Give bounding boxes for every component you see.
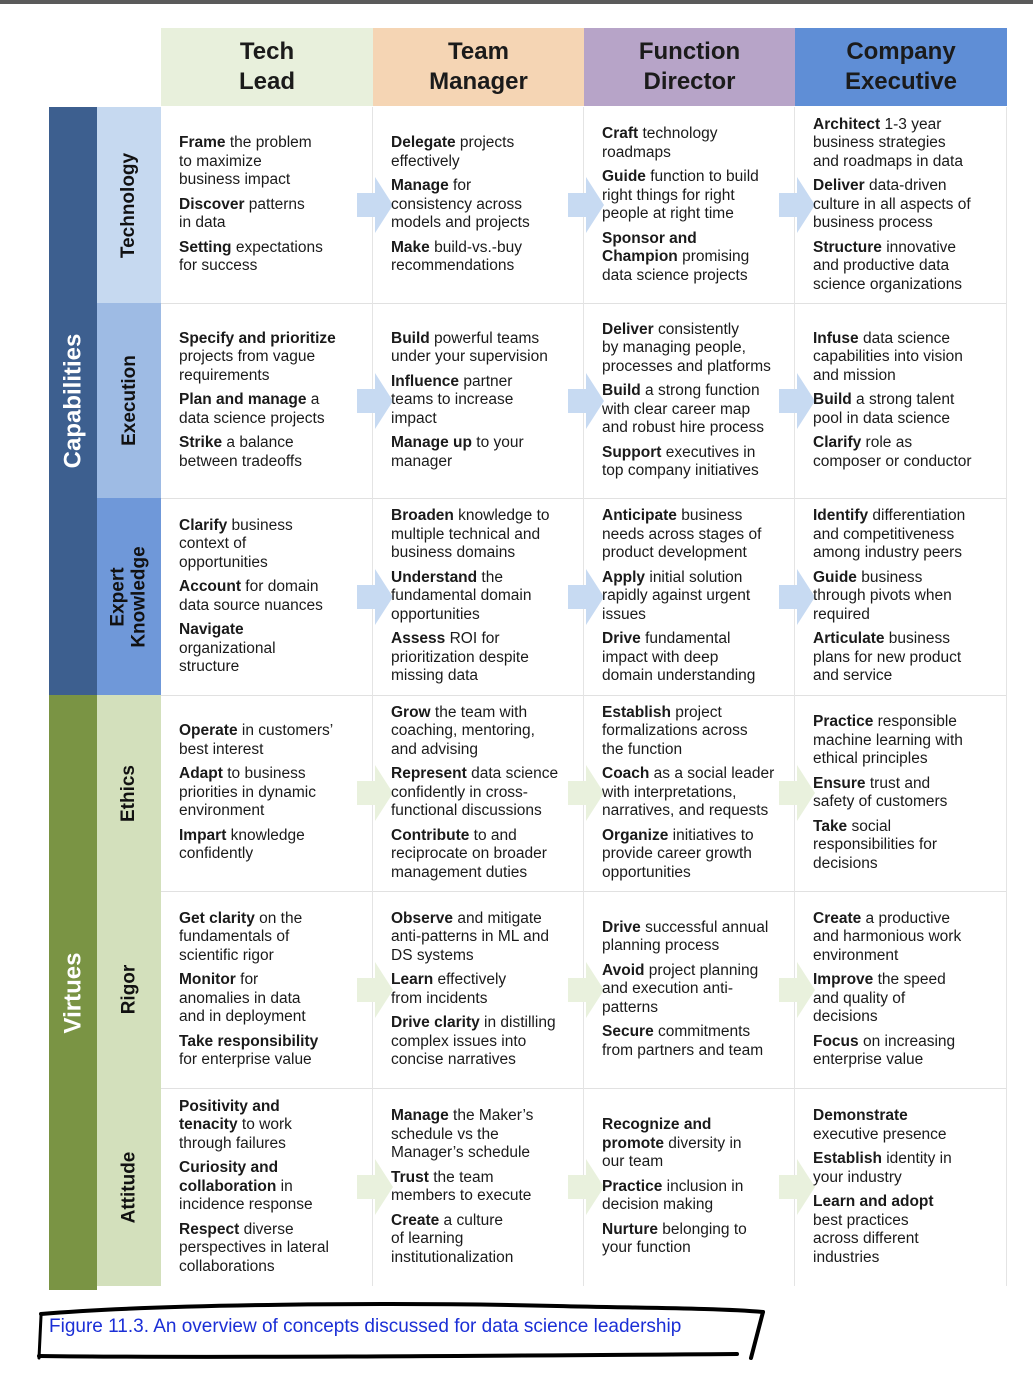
cell-item [179,134,364,190]
cell-item [602,569,786,625]
cell-item-text: inclusion in decision making [602,1177,744,1214]
cell-item [391,704,575,760]
cell-item [391,569,575,625]
cell-item-keyword: Anticipate [602,507,677,525]
cell-item-keyword: Identify [813,507,869,525]
cell-item [391,177,575,233]
cell-expert-knowledge-function-director [584,498,795,695]
cell-item-keyword: Focus [813,1032,859,1050]
cell-item-keyword: Structure [813,238,882,256]
cell-attitude-team-manager [373,1088,584,1286]
cell-item [179,330,364,386]
cell-item-text: knowledge to multiple technical and business domains [391,507,550,562]
cell-item-text: role as composer or conductor [813,434,972,470]
cell-item [602,1221,786,1258]
cell-item-text: a culture of learning institutionalization [391,1211,514,1266]
cell-item-keyword: Infuse [813,329,859,347]
cell-ethics-function-director [584,695,795,891]
cell-item-keyword: Take responsibility [179,1032,319,1050]
cell-item [179,578,364,615]
cell-item-keyword: Establish [602,703,671,721]
row-header-rigor [97,891,161,1088]
cell-item [813,1033,998,1070]
cell-item-text: data science confidently in cross- functional discussions [391,765,559,820]
row-header-label: Rigor [118,964,140,1015]
cell-item-text: initiatives to provide career growth opportunities [602,826,754,881]
cell-item-text: commitments from partners and team [602,1023,764,1059]
cell-item-keyword: Establish [813,1150,882,1167]
cell-item [179,517,364,573]
cell-item-text: consistently by managing people, processes and platforms [602,320,771,375]
cell-technology-tech-lead [161,107,373,303]
cell-item-keyword: Practice [602,1177,663,1195]
cell-item [179,239,364,276]
cell-item-keyword: Ensure [813,774,866,792]
cell-item [391,373,575,429]
cell-expert-knowledge-company-executive [795,498,1007,695]
cell-attitude-tech-lead [161,1088,373,1286]
cell-item-text: best practices across different industries [813,1211,919,1266]
cell-item-text: the fundamental domain opportunities [391,568,532,623]
cell-item-keyword: Impart [179,826,227,844]
cell-item [179,1033,364,1070]
cell-rigor-tech-lead [161,891,373,1088]
cell-item-keyword: Get clarity [179,909,255,927]
cell-item-text: data science capabilities into vision and mission [813,329,963,384]
cell-item-keyword: Sponsor and Champion [602,229,697,265]
cell-item-text: projects effectively [391,134,515,170]
cell-item [813,630,998,686]
cell-item [179,196,364,233]
cell-item [391,239,575,276]
cell-item-keyword: Coach [602,765,650,783]
column-header-label: Function Director [638,38,741,95]
cell-item-keyword: Improve [813,971,874,988]
group-label: Capabilities [59,333,86,469]
cell-item [813,239,998,295]
cell-item [179,910,364,966]
cell-item [813,1107,998,1144]
cell-item-keyword: Account [179,578,241,595]
cell-item [391,1169,575,1206]
cell-technology-team-manager [373,107,584,303]
cell-item-keyword: Operate [179,722,238,740]
cell-item-keyword: Delegate [391,134,456,152]
cell-item-keyword: Specify and prioritize [179,329,336,347]
cell-item-text: responsible machine learning with ethical principles [813,713,963,767]
cell-item-keyword: Manage [391,177,449,195]
cell-item-text: the team with coaching, mentoring, and advising [391,703,535,758]
cell-item [602,125,786,162]
cell-item [179,971,364,1027]
cell-item [813,713,998,769]
cell-item-text: fundamental impact with deep domain understanding [602,630,756,685]
cell-item-text: project formalizations across the function [602,703,748,758]
cell-item-keyword: Broaden [391,507,454,525]
cell-item-keyword: Strike [179,434,223,452]
cell-item-keyword: Clarify [179,516,228,534]
cell-rigor-function-director [584,891,795,1088]
row-header-label: Attitude [118,1151,140,1223]
cell-item-text: ROI for prioritization despite missing data [391,630,529,685]
column-header-label: Company Executive [844,38,958,95]
cell-technology-function-director [584,107,795,303]
cell-item-keyword: Deliver [813,177,865,195]
cell-item [813,330,998,386]
cell-item-text: initial solution rapidly against urgent issues [602,568,751,623]
cell-item-keyword: Drive clarity [391,1014,480,1031]
cell-item-text: partner teams to increase impact [391,372,514,427]
cell-item [179,1159,364,1215]
cell-item-keyword: Drive [602,630,641,648]
cell-item-text: 1-3 year business strategies and roadmaps in data [813,115,963,170]
cell-item-keyword: Architect [813,115,881,133]
group-virtues [49,695,97,1290]
cell-item [602,1023,786,1060]
cell-item-keyword: Influence [391,372,460,390]
cell-item-text: a strong talent pool in data science [813,391,955,427]
cell-item-text: executive presence [813,1125,947,1143]
cell-item [602,230,786,286]
cell-item-keyword: Support [602,443,662,461]
cell-item [813,177,998,233]
cell-item-text: a strong function with clear career map and robust hire process [602,382,764,436]
cell-item-keyword: Navigate [179,621,244,638]
cell-item [179,722,364,759]
cell-item-text: as a social leader with interpretations, narratives, and requests [602,765,775,820]
cell-item-text: to your manager [391,434,524,470]
cell-item [813,116,998,172]
column-header-label: Team Manager [429,38,528,95]
cell-rigor-company-executive [795,891,1007,1088]
cell-item-keyword: Create [813,909,862,927]
cell-item-text: the team members to execute [391,1168,532,1204]
cell-item [179,1221,364,1277]
cell-item-keyword: Take [813,817,848,835]
cell-expert-knowledge-tech-lead [161,498,373,695]
cell-rigor-team-manager [373,891,584,1088]
cell-item-text: to business priorities in dynamic environment [179,765,316,820]
cell-item-text: the speed and quality of decisions [813,971,946,1025]
cell-item [602,919,786,956]
cell-ethics-team-manager [373,695,584,891]
cell-item [602,827,786,883]
cell-ethics-tech-lead [161,695,373,891]
cell-execution-company-executive [795,303,1007,498]
cell-attitude-function-director [584,1088,795,1286]
row-header-expert-knowledge [97,498,161,695]
cell-item-text: business needs across stages of product development [602,507,762,562]
column-header-tech-lead [161,28,373,106]
column-header-function-director [584,28,795,106]
cell-item [813,775,998,812]
cell-item [602,1178,786,1215]
cell-item-keyword: Build [813,391,852,409]
cell-item [179,621,364,677]
cell-item [391,434,575,471]
column-header-company-executive [795,28,1007,106]
cell-item-keyword: Apply [602,568,646,586]
cell-item-keyword: Adapt [179,765,223,783]
cell-item-keyword: Contribute [391,826,470,844]
cell-item [813,971,998,1027]
cell-item-keyword: Demonstrate [813,1107,908,1124]
cell-item-text: trust and safety of customers [813,774,948,810]
cell-item-keyword: Monitor [179,971,236,988]
cell-item-keyword: Trust [391,1168,429,1186]
cell-item-text: build-vs.-buy recommendations [391,238,522,275]
cell-item [813,507,998,563]
cell-item-text: business plans for new product and service [813,630,962,685]
group-capabilities [49,107,97,695]
cell-item [602,765,786,821]
cell-item-text: a productive and harmonious work environment [813,909,962,964]
cell-item-keyword: Make [391,238,430,256]
cell-item-keyword: Build [602,382,641,399]
cell-item-keyword: Recognize and promote [602,1116,712,1152]
cell-item [602,168,786,224]
cell-item-text: the problem to maximize business impact [179,134,312,189]
cell-item-text: project planning and execution anti- patterns [602,961,759,1016]
cell-item [391,330,575,367]
row-header-technology [97,107,161,303]
cell-item-keyword: Guide [602,168,646,185]
cell-item-text: a balance between tradeoffs [179,434,302,470]
cell-item-text: for domain data source nuances [179,578,323,614]
row-header-label: Execution [118,355,140,446]
cell-technology-company-executive [795,107,1007,303]
cell-item-keyword: Discover [179,195,245,213]
cell-item [179,827,364,864]
cell-item-keyword: Practice [813,713,874,730]
cell-item-text: patterns in data [179,195,305,232]
cell-item [602,382,786,438]
cell-item [813,391,998,428]
row-header-ethics [97,695,161,891]
cell-item-keyword: Grow [391,703,431,721]
cell-item-text: the Maker’s schedule vs the Manager’s schedule [391,1107,534,1161]
cell-item-text: business through pivots when required [813,568,952,623]
cell-item-keyword: Secure [602,1023,654,1041]
cell-item [391,134,575,171]
cell-item [813,1150,998,1187]
cell-item-keyword: Observe [391,909,454,927]
row-header-execution [97,303,161,498]
cell-item [813,1193,998,1267]
cell-item [602,321,786,377]
cell-item-keyword: Articulate [813,630,885,648]
cell-item [179,434,364,471]
cell-item-keyword: Clarify [813,434,862,452]
cell-item [813,818,998,874]
cell-item-keyword: Frame [179,134,226,152]
cell-item-text: for consistency across models and projects [391,177,530,232]
cell-item-text: belonging to your function [602,1220,747,1257]
cell-item-text: on increasing enterprise value [813,1032,956,1068]
cell-item [391,1107,575,1163]
row-header-label: Ethics [118,764,140,822]
cell-item-keyword: Manage [391,1107,449,1124]
cell-item [602,444,786,481]
cell-item-keyword: Drive [602,918,641,936]
column-header-team-manager [373,28,584,106]
cell-item [179,765,364,821]
row-header-label: Expert Knowledge [108,545,150,648]
top-border [0,0,1033,4]
cell-item [391,765,575,821]
group-label: Virtues [59,952,86,1033]
cell-item-text: knowledge confidently [179,826,305,863]
cell-item-text: innovative and productive data science organizations [813,238,963,293]
figure-caption: Figure 11.3. An overview of concepts discussed for data science leadership [49,1316,682,1337]
column-header-label: Tech Lead [238,38,295,95]
cell-item [179,391,364,428]
cell-item-text: diverse perspectives in lateral collaborations [179,1220,329,1275]
cell-item-text: successful annual planning process [602,918,769,955]
cell-item [813,569,998,625]
cell-item-text: to and reciprocate on broader management duties [391,826,547,881]
cell-item-text: function to build right things for right people at right time [602,168,759,222]
cell-item [391,971,575,1008]
cell-item [602,1116,786,1172]
cell-item-text: data-driven culture in all aspects of business process [813,177,971,232]
cell-item [391,1212,575,1268]
cell-item-keyword: Manage up [391,434,472,452]
cell-item [602,962,786,1018]
cell-item-text: business context of opportunities [179,516,293,571]
cell-item-text: technology roadmaps [602,125,718,161]
cell-item-keyword: Learn and adopt [813,1193,934,1210]
cell-item-text: powerful teams under your supervision [391,329,548,366]
cell-item-text: social responsibilities for decisions [813,817,938,872]
cell-item [602,630,786,686]
cell-item-keyword: Nurture [602,1220,658,1238]
cell-expert-knowledge-team-manager [373,498,584,695]
cell-item-text: in incidence response [179,1177,313,1214]
cell-item [391,910,575,966]
row-header-attitude [97,1088,161,1286]
cell-item-text: differentiation and competitiveness among industry peers [813,507,966,562]
cell-item-text: effectively from incidents [391,971,507,1007]
cell-item-text: for anomalies in data and in deployment [179,971,306,1025]
row-header-label: Technology [118,152,140,258]
cell-item-keyword: Craft [602,125,639,142]
cell-item-text: in customers’ best interest [179,722,334,758]
cell-ethics-company-executive [795,695,1007,891]
cell-item-keyword: Build [391,329,430,347]
cell-item [391,507,575,563]
cell-item-keyword: Plan and manage [179,391,307,409]
cell-item [813,910,998,966]
cell-item-text: projects from vague requirements [179,348,316,384]
cell-item [391,1014,575,1070]
cell-item-keyword: Guide [813,568,857,586]
cell-item-keyword: Curiosity and collaboration [179,1159,279,1195]
cell-item [391,827,575,883]
cell-item-text: diversity in our team [602,1134,742,1171]
cell-item-text: executives in top company initiatives [602,443,759,479]
cell-item [602,507,786,563]
cell-item [179,1098,364,1154]
cell-item [602,704,786,760]
cell-item-keyword: Understand [391,568,478,586]
cell-attitude-company-executive [795,1088,1007,1286]
cell-execution-team-manager [373,303,584,498]
cell-item-text: organizational structure [179,639,276,675]
cell-item-keyword: Positivity and tenacity [179,1097,280,1134]
cell-item-keyword: Setting [179,238,232,256]
cell-item-text: identity in your industry [813,1150,952,1186]
cell-item [813,434,998,471]
cell-item-text: to work through failures [179,1116,292,1152]
cell-item-keyword: Deliver [602,320,654,338]
cell-item-text: expectations for success [179,238,323,275]
cell-execution-tech-lead [161,303,373,498]
cell-item-text: in distilling complex issues into concise narratives [391,1014,556,1068]
cell-item-keyword: Assess [391,630,446,648]
cell-item-keyword: Create [391,1211,440,1229]
cell-item-text: for enterprise value [179,1051,312,1068]
cell-item-text: on the fundamentals of scientific rigor [179,909,303,964]
cell-execution-function-director [584,303,795,498]
cell-item-keyword: Learn [391,971,434,988]
cell-item-keyword: Avoid [602,961,645,979]
cell-item-text: and mitigate anti-patterns in ML and DS systems [391,909,549,964]
cell-item-keyword: Represent [391,765,467,783]
cell-item-text: promising data science projects [602,248,750,284]
cell-item-text: a data science projects [179,391,325,427]
cell-item-keyword: Respect [179,1220,240,1238]
cell-item-keyword: Organize [602,826,669,844]
cell-item [391,630,575,686]
